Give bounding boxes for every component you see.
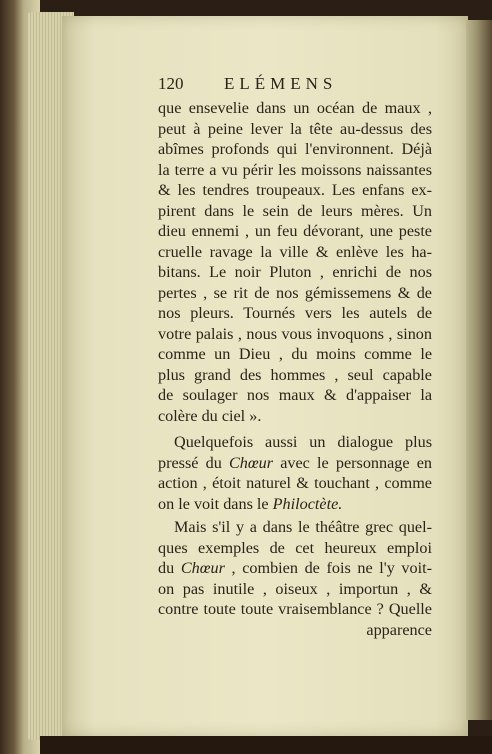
text-fragment: , combien de fois ne l'y voit- [224, 559, 432, 577]
text-fragment: on le voit dans le [158, 494, 273, 513]
text-fragment: avec le personnage en [273, 453, 432, 472]
text-line: pertes , se rit de nos gémissemens & de [158, 283, 432, 302]
text-line [158, 453, 432, 474]
text-line: votre palais , nous vous invoquons , sinon [158, 324, 432, 343]
text-line: de soulager nos maux & d'appaiser la [158, 386, 432, 404]
bottom-shadow [40, 736, 492, 754]
text-line: on pas inutile , oiseux , importun , & [158, 579, 432, 598]
paragraph-2 [158, 432, 432, 514]
text-fragment: pressé du [158, 453, 229, 472]
text-line: plus grand des hommes , seul capable [158, 365, 432, 384]
italic-term: Chœur [228, 453, 274, 472]
text-line [158, 494, 432, 515]
text-line: que ensevelie dans un océan de maux , [158, 99, 432, 117]
text-line: Quelquefois aussi un dialogue plus [174, 433, 432, 451]
text-line: Mais s'il y a dans le théâtre grec quel- [174, 518, 432, 536]
text-line: cruelle ravage la ville & enlève les ha- [158, 242, 432, 261]
text-line: la terre a vu périr les moissons naissantes [158, 160, 432, 179]
text-line: ques exemples de cet heureux emploi [158, 538, 432, 557]
page-number: 120 [158, 74, 184, 93]
page-text [158, 98, 432, 640]
italic-term: Philoctète. [272, 494, 343, 513]
text-line: pirent dans le sein de leurs mères. Un [158, 201, 432, 220]
book-right-edge [466, 20, 492, 720]
text-line: peut à peine lever la tête au-dessus des [158, 119, 432, 138]
paragraph-1 [158, 98, 432, 426]
italic-term: Chœur [180, 559, 225, 577]
catchword: apparence [366, 620, 432, 639]
text-line [158, 558, 432, 579]
text-line: colère du ciel ». [158, 406, 262, 425]
text-line: abîmes profonds qui l'environnent. Déjà [158, 140, 432, 158]
running-title: ELÉMENS [224, 74, 338, 93]
paragraph-3 [158, 517, 432, 620]
text-line: & les tendres troupeaux. Les enfans ex- [158, 181, 432, 199]
text-fragment: du [158, 559, 181, 577]
text-line: action , étoit naturel & touchant , comme [158, 474, 432, 492]
text-line: dieu ennemi , un feu dévorant, une peste [158, 222, 432, 240]
text-line: contre toute toute vraisemblance ? Quelle [158, 600, 432, 618]
page-header [158, 74, 434, 98]
text-line: comme un Dieu , du moins comme le [158, 345, 432, 363]
text-line: nos pleurs. Tournés vers les autels de [158, 304, 432, 322]
text-line: bitans. Le noir Pluton , enrichi de nos [158, 263, 432, 281]
